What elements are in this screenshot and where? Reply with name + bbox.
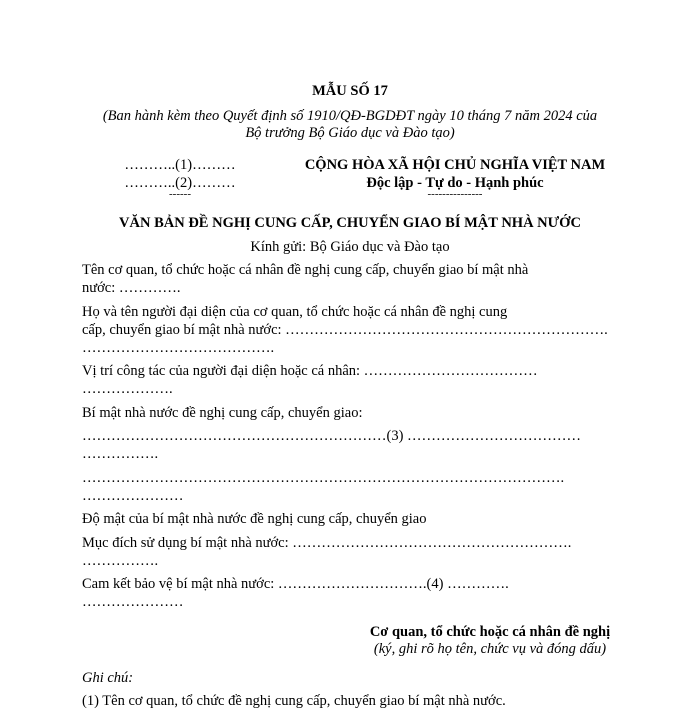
commitment-value-cont: ………………… xyxy=(82,594,184,610)
purpose-label: Mục đích sử dụng bí mật nhà nước: …………………………………………………. xyxy=(82,535,572,551)
issued-note-line2: Bộ trưởng Bộ Giáo dục và Đào tạo) xyxy=(245,125,455,141)
representative-value-cont: …………………………………. xyxy=(82,340,275,356)
recipient-line: Kính gửi: Bộ Giáo dục và Đào tạo xyxy=(250,239,450,255)
secret-value-2: ……………. xyxy=(82,446,159,462)
form-number: MẪU SỐ 17 xyxy=(312,83,388,99)
purpose-value-cont: ……………. xyxy=(82,553,159,569)
agency-underline: ------ xyxy=(169,188,191,200)
motto-underline: --------------- xyxy=(427,188,483,200)
commitment-label: Cam kết bảo vệ bí mật nhà nước: ………………………….(4) …………. xyxy=(82,576,509,592)
nation-motto: Độc lập - Tự do - Hạnh phúc xyxy=(366,175,544,191)
secrecy-level-label: Độ mật của bí mật nhà nước đề nghị cung cấp, chuyển giao xyxy=(82,511,427,527)
representative-value: cấp, chuyển giao bí mật nhà nước: …………………………………………………………. xyxy=(82,322,608,338)
org-name-label: Tên cơ quan, tổ chức hoặc cá nhân đề nghị cung cấp, chuyển giao bí mật nhà xyxy=(82,262,529,278)
nation-name: CỘNG HÒA XÃ HỘI CHỦ NGHĨA VIỆT NAM xyxy=(304,157,606,173)
agency-line-2: ………..(2)……… xyxy=(124,175,236,191)
notes-heading: Ghi chú: xyxy=(82,670,134,686)
agency-line-1: ………..(1)……… xyxy=(124,157,236,173)
signature-note: (ký, ghi rõ họ tên, chức vụ và đóng dấu) xyxy=(373,641,607,657)
secret-value-3: ………………………………………………………………………………………. xyxy=(82,470,565,486)
secret-label: Bí mật nhà nước đề nghị cung cấp, chuyển giao: xyxy=(82,405,363,421)
position-label: Vị trí công tác của người đại diện hoặc cá nhân: ……………………………… xyxy=(82,363,538,379)
note-item-1: (1) Tên cơ quan, tổ chức đề nghị cung cấp, chuyển giao bí mật nhà nước. xyxy=(82,693,506,709)
representative-label: Họ và tên người đại diện của cơ quan, tổ chức hoặc cá nhân đề nghị cung xyxy=(82,304,508,320)
secret-value-4: ………………… xyxy=(82,488,184,504)
position-value-cont: ………………. xyxy=(82,381,173,397)
org-name-value: nước: …………. xyxy=(82,280,181,296)
issued-note-line1: (Ban hành kèm theo Quyết định số 1910/QĐ-BGDĐT ngày 10 tháng 7 năm 2024 của xyxy=(102,108,598,124)
document-title: VĂN BẢN ĐỀ NGHỊ CUNG CẤP, CHUYỂN GIAO BÍ MẬT NHÀ NƯỚC xyxy=(119,215,581,231)
secret-value-1: ………………………………………………………(3) ……………………………… xyxy=(82,428,582,444)
signature-title: Cơ quan, tổ chức hoặc cá nhân đề nghị xyxy=(369,624,611,640)
